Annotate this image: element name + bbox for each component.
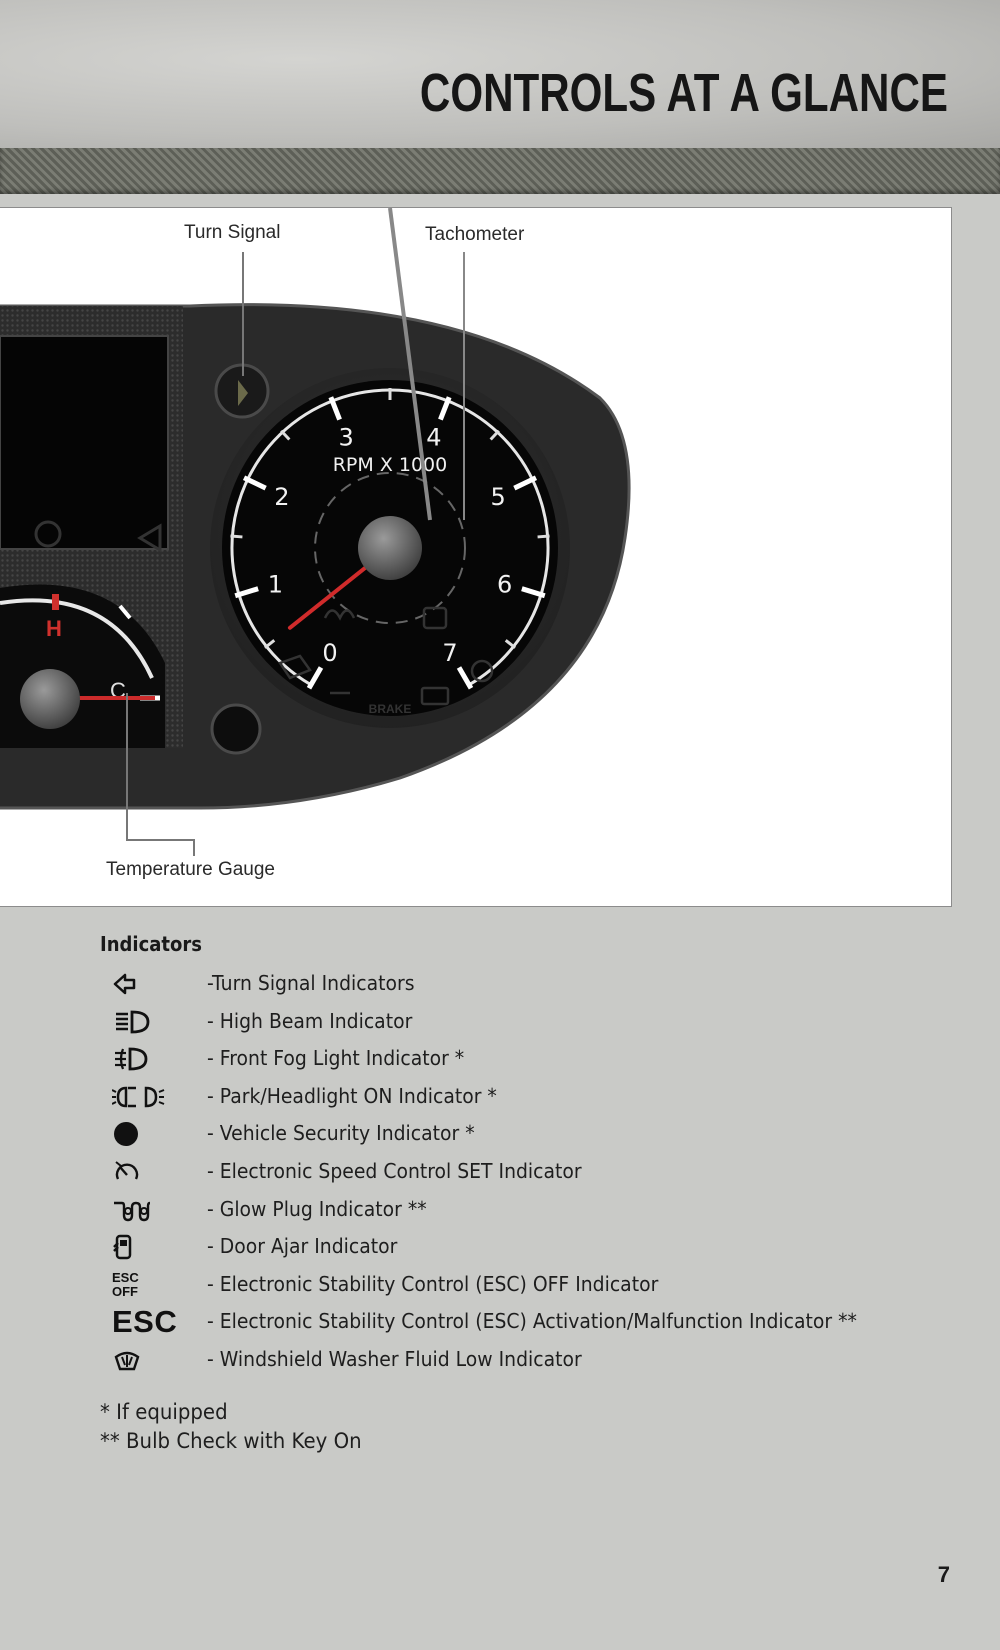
indicator-label: - Electronic Stability Control (ESC) OFF Indicator (207, 1271, 659, 1296)
indicators-heading: Indicators (100, 932, 202, 956)
indicator-label: - Park/Headlight ON Indicator * (207, 1083, 497, 1108)
glow-plug-icon (112, 1193, 182, 1227)
indicator-row (0, 1193, 1000, 1227)
speed-control-icon (112, 1155, 182, 1189)
footnote-bulb-check: ** Bulb Check with Key On (100, 1429, 362, 1453)
tachometer-tick-label: 5 (490, 482, 506, 511)
turn-signal-arrow-icon (112, 967, 182, 1001)
temp-hub (20, 669, 80, 729)
indicator-label: -Turn Signal Indicators (207, 971, 415, 995)
indicator-row (0, 1230, 1000, 1264)
tachometer-tick-label: 2 (274, 482, 290, 511)
instrument-cluster-figure (0, 207, 952, 907)
tachometer-hub (358, 516, 422, 580)
high-beam-icon (112, 1005, 182, 1039)
esc-icon-text: ESC (112, 1304, 178, 1340)
esc-icon (112, 1305, 182, 1339)
info-display (0, 336, 168, 549)
tachometer-minor-tick (538, 536, 550, 537)
turn-signal-callout: Turn Signal (184, 222, 281, 243)
tachometer-tick-label: 4 (426, 423, 442, 452)
tachometer-tick-label: 1 (267, 570, 283, 599)
tachometer-tick-label: 0 (322, 638, 338, 667)
indicator-label: - Electronic Speed Control SET Indicator (207, 1159, 582, 1183)
indicator-label: - Windshield Washer Fluid Low Indicator (207, 1347, 582, 1371)
door-ajar-icon (112, 1230, 182, 1264)
temperature-gauge-callout: Temperature Gauge (106, 859, 275, 880)
park-headlight-icon (112, 1080, 182, 1114)
indicator-label: - Glow Plug Indicator ** (207, 1196, 427, 1221)
tachometer-dial-label: RPM X 1000 (332, 454, 448, 476)
indicator-label: - Electronic Stability Control (ESC) Activation/Malfunction Indicator ** (207, 1309, 857, 1334)
footnote-if-equipped: * If equipped (100, 1400, 228, 1424)
indicator-label: - Front Fog Light Indicator * (207, 1046, 465, 1071)
front-fog-light-icon (112, 1042, 182, 1076)
indicator-label: - Door Ajar Indicator (207, 1234, 398, 1259)
indicator-row (0, 1268, 1000, 1302)
indicator-label: - High Beam Indicator (207, 1008, 413, 1033)
indicator-row (0, 1042, 1000, 1076)
tachometer-minor-tick (230, 536, 242, 537)
tachometer-tick-label: 6 (497, 570, 513, 599)
esc-off-icon (112, 1268, 182, 1302)
indicator-label: - Vehicle Security Indicator * (207, 1121, 475, 1146)
carbon-fiber-band (0, 148, 1000, 194)
indicator-row (0, 1305, 1000, 1339)
trip-reset-knob (212, 705, 260, 753)
esc-icon-text: ESC (112, 1269, 139, 1285)
brake-lamp-label: BRAKE (368, 702, 412, 716)
page-header (0, 0, 1000, 148)
vehicle-security-dot-icon (112, 1117, 182, 1151)
temp-hot-label: H (46, 616, 62, 641)
tachometer-tick-label: 3 (338, 423, 354, 452)
indicator-row (0, 1005, 1000, 1039)
indicator-row (0, 1117, 1000, 1151)
indicator-row (0, 1080, 1000, 1114)
instrument-cluster-illustration (0, 208, 951, 906)
indicator-row (0, 1155, 1000, 1189)
washer-fluid-icon (112, 1343, 182, 1377)
page-title: CONTROLS AT A GLANCE (419, 63, 948, 123)
tachometer-callout: Tachometer (425, 224, 525, 245)
temp-cold-label: C (110, 678, 126, 703)
esc-icon-text: OFF (112, 1283, 138, 1299)
indicator-row (0, 967, 1000, 1001)
tachometer-tick-label: 7 (442, 638, 458, 667)
indicator-row (0, 1343, 1000, 1377)
page-number: 7 (937, 1562, 950, 1587)
